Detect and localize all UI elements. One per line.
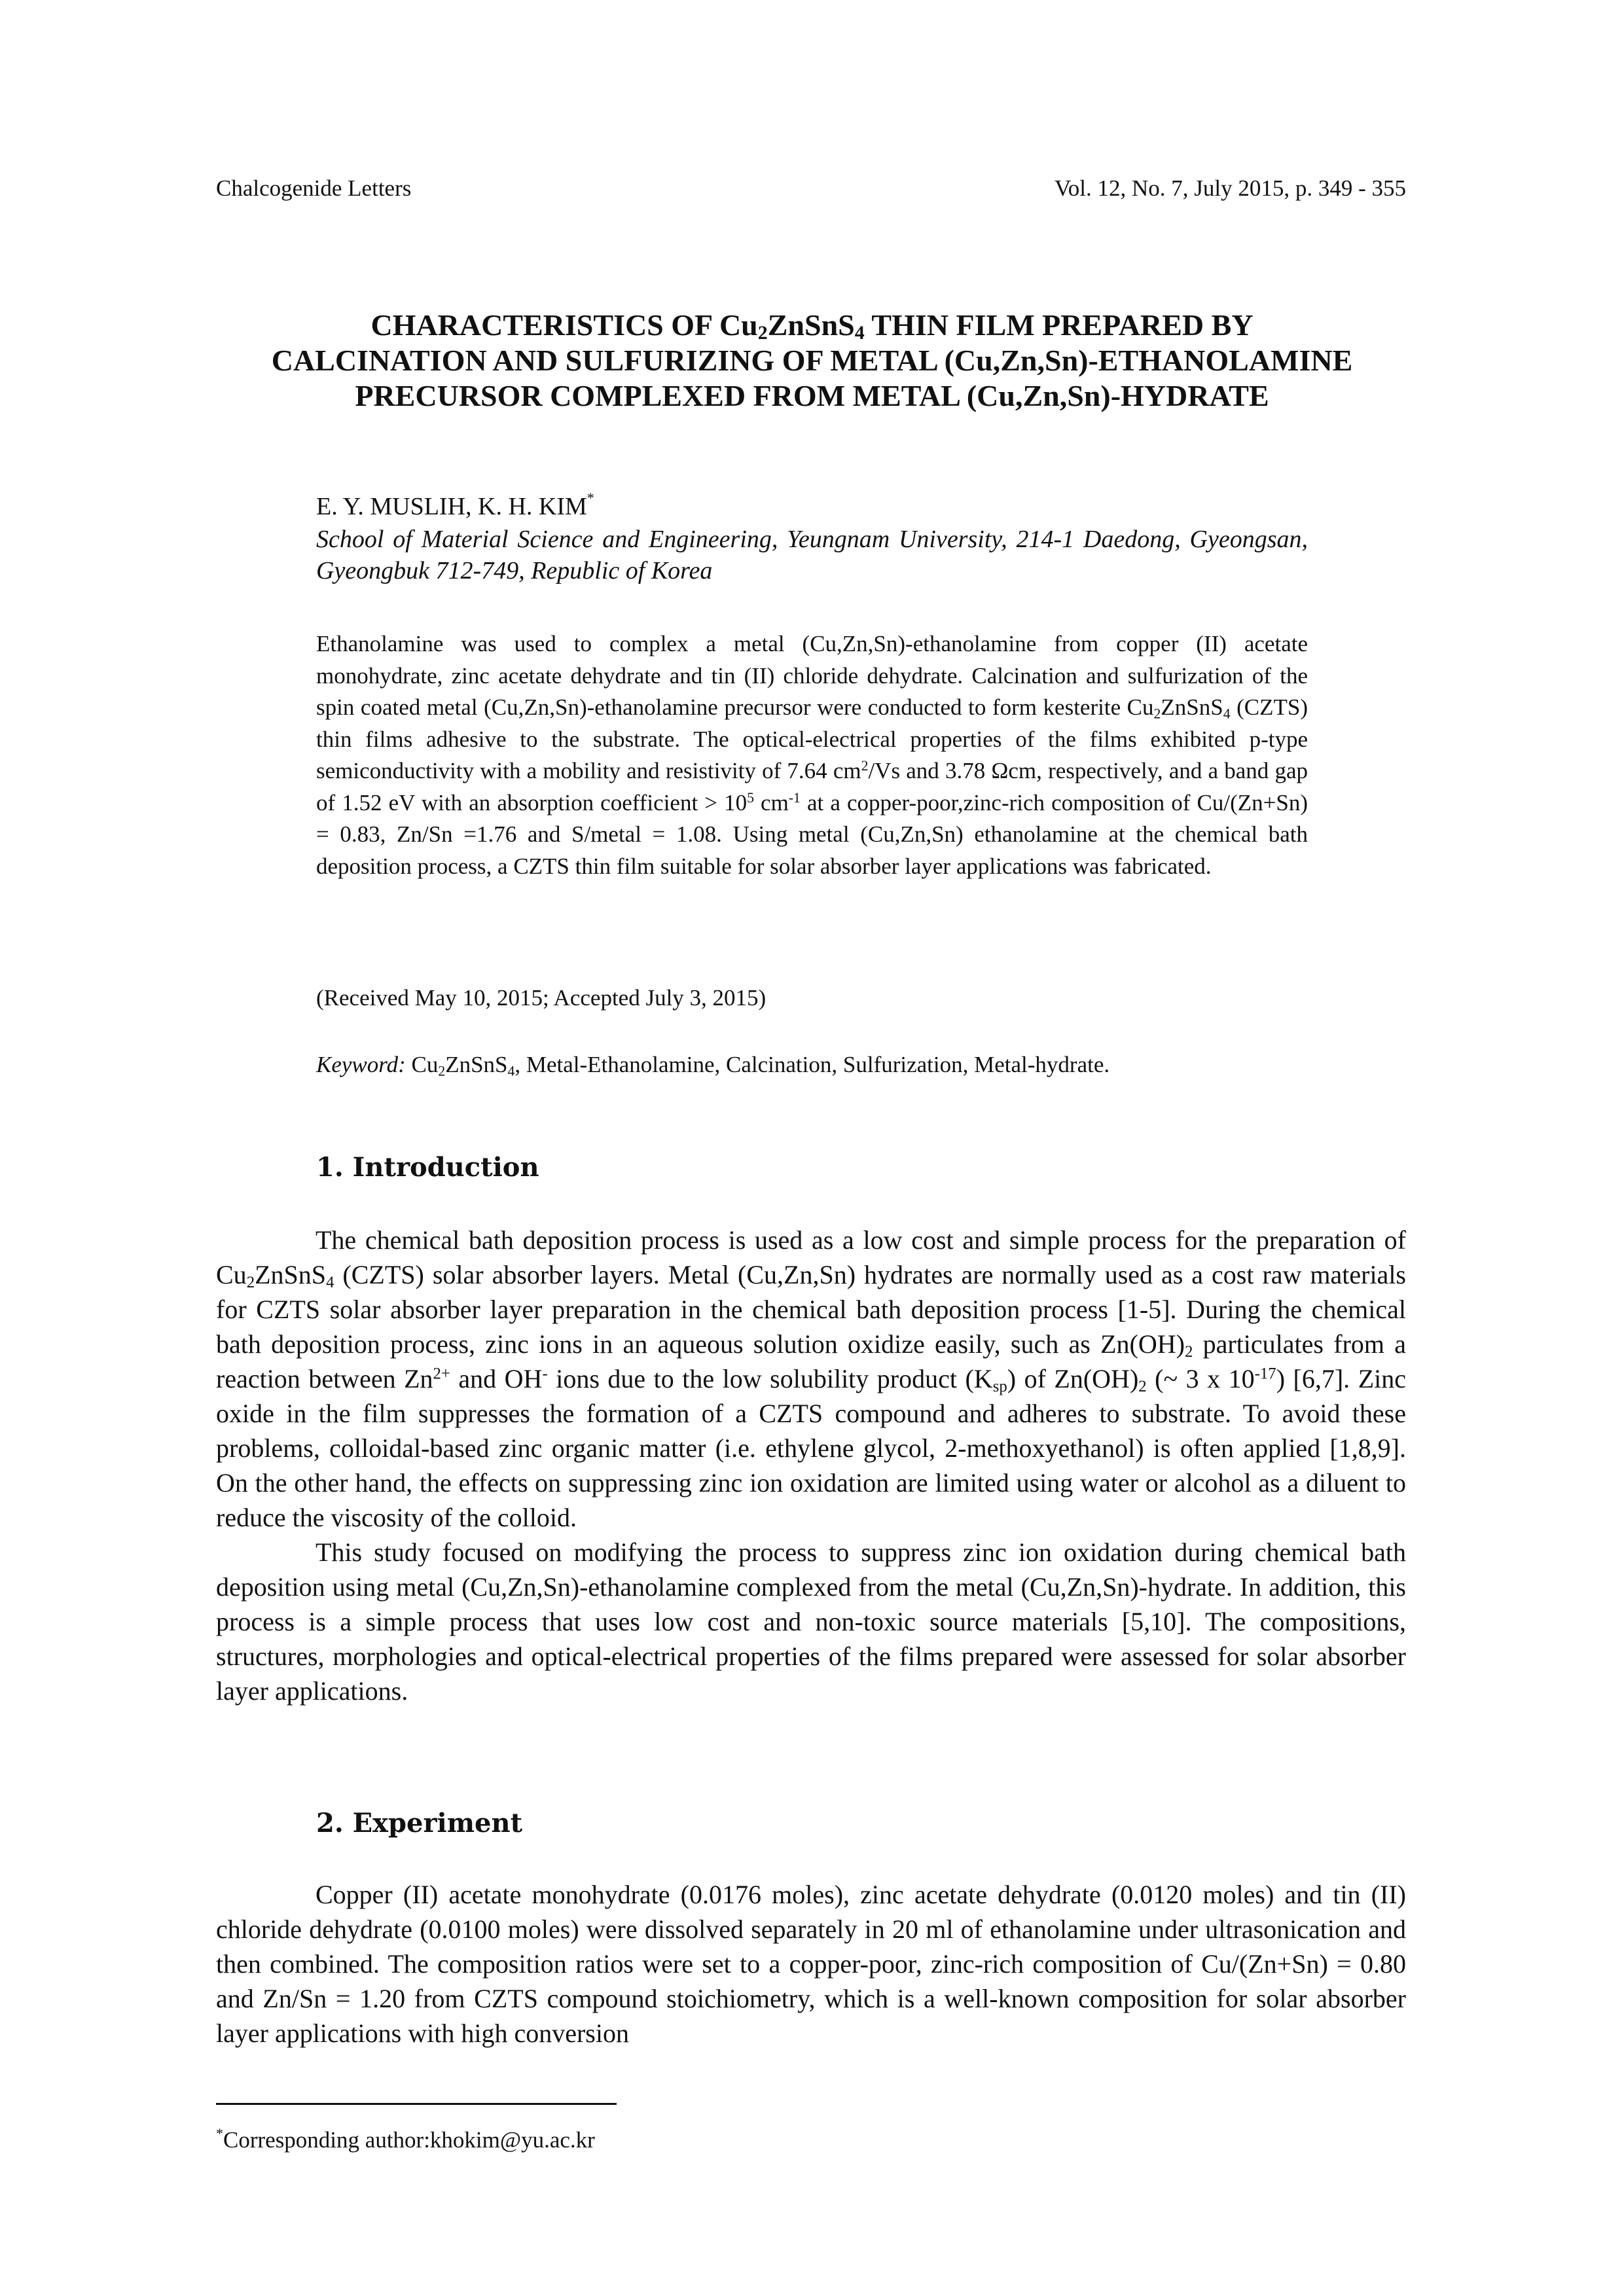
experiment-paragraph-1: Copper (II) acetate monohydrate (0.0176 moles), zinc acetate dehydrate (0.0120 moles) and tin (II) chloride dehydrate (0.0100 moles) were dissolved separately in 20 ml of ethanolamine under ultrasonication and then combined. The composition ratios were set to a copper-poor, zinc-rich composition of Cu/(Zn+Sn) = 0.80 and Zn/Sn = 1.20 from CZTS compound stoichiometry, which is a well-known composition for solar absorber layer applications with high conversion (216, 1880, 1406, 2048)
subscript: 2 (246, 1274, 255, 1292)
superscript: -17 (1254, 1365, 1276, 1383)
running-head (216, 175, 1406, 202)
text: Ethanolamine was used to complex a metal (Cu,Zn,Sn)-ethanolamine from copper (II) acetate monohydrate, zinc acetate dehydrate and tin (II) chloride dehydrate. Calcination and sulfurization of the spin coated metal (Cu,Zn,Sn)-ethanolamine precursor were conducted to form kesterite Cu (316, 631, 1308, 720)
title-text: ZnSnS (767, 308, 855, 342)
superscript: 2 (861, 758, 869, 774)
section-heading-introduction: 1. Introduction (316, 1152, 539, 1183)
superscript: 5 (747, 789, 754, 806)
subscript: 2 (757, 322, 768, 344)
text: at a copper-poor,zinc-rich composition of Cu/(Zn+Sn) = 0.83, Zn/Sn =1.76 and S/metal = 1.08. Using metal (Cu,Zn,Sn) ethanolamine at the chemical bath deposition process, a CZTS thin film suitable for solar absorber layer applications was fabricated. (316, 789, 1308, 879)
text: ions due to the low solubility product (K (547, 1364, 993, 1393)
subscript: sp (992, 1378, 1007, 1396)
text: (CZTS) thin films adhesive to the substrate. The optical-electrical properties of the films exhibited p-type semiconductivity with a mobility and resistivity of 7.64 cm (316, 694, 1308, 783)
intro-paragraph-2: This study focused on modifying the process to suppress zinc ion oxidation during chemical bath deposition using metal (Cu,Zn,Sn)-ethanolamine complexed from the metal (Cu,Zn,Sn)-hydrate. In addition, this process is a simple process that uses low cost and non-toxic source materials [5,10]. The compositions, structures, morphologies and optical-electrical properties of the films prepared were assessed for solar absorber layer applications. (216, 1537, 1406, 1706)
text: (~ 3 x 10 (1146, 1364, 1255, 1393)
subscript: 2 (438, 1063, 446, 1079)
title-line-3: PRECURSOR COMPLEXED FROM METAL (Cu,Zn,Sn)-HYDRATE (355, 379, 1269, 412)
journal-name: Chalcogenide Letters (216, 175, 412, 201)
superscript: 2+ (433, 1365, 450, 1383)
author-names: E. Y. MUSLIH, K. H. KIM (316, 493, 587, 520)
subscript: 4 (854, 322, 865, 344)
footnote (216, 2127, 595, 2153)
keywords (316, 1052, 1110, 1078)
title-line-1 (196, 308, 1428, 343)
author-list (316, 492, 594, 521)
footnote-marker: * (216, 2125, 223, 2142)
experiment-body (216, 1877, 1406, 2051)
intro-paragraph-1 (216, 1223, 1406, 1535)
subscript: 4 (507, 1063, 515, 1079)
text: ZnSnS (255, 1260, 327, 1289)
text: /Vs and 3.78 Ωcm, respectively, and a band gap of 1.52 eV with an absorption coefficient > 10 (316, 758, 1308, 816)
text: particulates from a reaction between Zn (216, 1329, 1407, 1393)
title-text: THIN FILM PREPARED BY (864, 308, 1254, 342)
subscript: 2 (1153, 706, 1161, 722)
keywords-label: Keyword: (316, 1052, 406, 1077)
title-line-2: CALCINATION AND SULFURIZING OF METAL (Cu,Zn,Sn)-ETHANOLAMINE (271, 344, 1353, 377)
superscript: - (542, 1365, 548, 1383)
subscript: 2 (1184, 1343, 1193, 1361)
text: and OH (450, 1364, 543, 1393)
section-heading-experiment: 2. Experiment (316, 1808, 523, 1839)
journal-citation: Vol. 12, No. 7, July 2015, p. 349 - 355 (1054, 175, 1406, 201)
text: ) [6,7]. Zinc oxide in the film suppresses the formation of a CZTS compound and adheres to substrate. To avoid these problems, colloidal-based zinc organic matter (i.e. ethylene glycol, 2-methoxyethanol) is often applied [1,8,9]. On the other hand, the effects on suppressing zinc ion oxidation are limited using water or alcohol as a diluent to reduce the viscosity of the colloid. (216, 1364, 1406, 1532)
abstract-text (316, 628, 1308, 882)
corresponding-marker: * (586, 490, 594, 506)
paper-title (196, 308, 1428, 414)
subscript: 2 (1138, 1378, 1147, 1396)
text: Cu (405, 1052, 439, 1077)
affiliation: School of Material Science and Engineering, Yeungnam University, 214-1 Daedong, Gyeongsan, Gyeongbuk 712-749, Republic of Korea (316, 526, 1308, 584)
received-dates: (Received May 10, 2015; Accepted July 3, 2015) (316, 985, 767, 1011)
subscript: 4 (1223, 706, 1231, 722)
text: ZnSnS (445, 1052, 508, 1077)
text: ) of Zn(OH) (1007, 1364, 1139, 1393)
text: The chemical bath deposition process is used as a low cost and simple process for the preparation of Cu (216, 1225, 1406, 1289)
subscript: 4 (326, 1274, 334, 1292)
text: cm (753, 789, 789, 816)
superscript: -1 (788, 789, 801, 806)
footnote-text: Corresponding author:khokim@yu.ac.kr (223, 2127, 595, 2153)
footnote-divider (216, 2103, 617, 2105)
abstract (316, 628, 1308, 882)
text: (CZTS) solar absorber layers. Metal (Cu,Zn,Sn) hydrates are normally used as a cost raw materials for CZTS solar absorber layer preparation in the chemical bath deposition process [1-5]. During the chemical bath deposition process, zinc ions in an aqueous solution oxidize easily, such as Zn(OH) (216, 1260, 1406, 1359)
introduction-body (216, 1223, 1406, 1708)
text: ZnSnS (1161, 694, 1223, 720)
title-text: CHARACTERISTICS OF Cu (370, 308, 758, 342)
text: , Metal-Ethanolamine, Calcination, Sulfurization, Metal-hydrate. (514, 1052, 1110, 1077)
